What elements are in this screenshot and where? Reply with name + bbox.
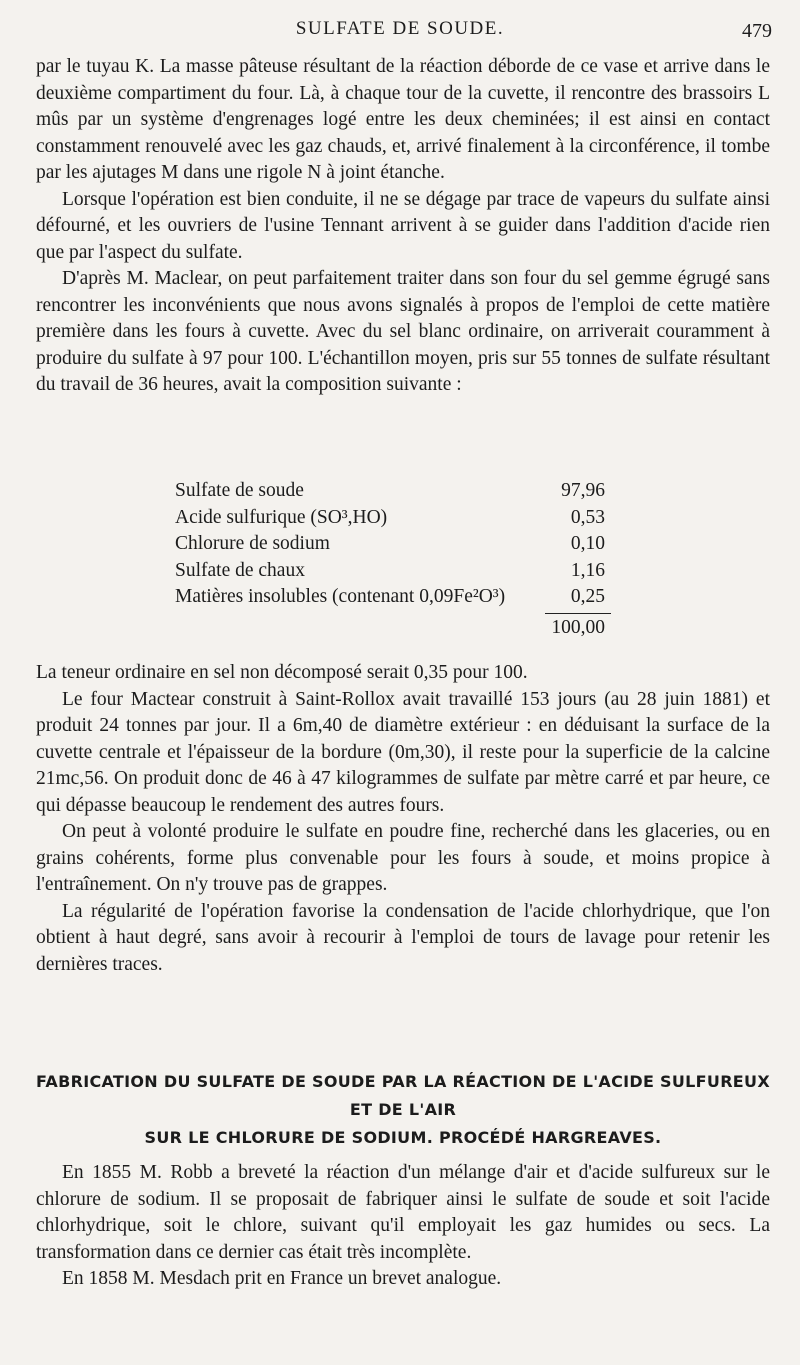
composition-label: Sulfate de chaux [175, 559, 305, 581]
section-heading-line: SUR LE CHLORURE DE SODIUM. PROCÉDÉ HARGREAVES. [144, 1128, 662, 1147]
composition-row [175, 558, 615, 585]
composition-label: Matières insolubles (contenant 0,09Fe²O³) [175, 586, 506, 607]
composition-row [175, 505, 615, 532]
composition-value: 1,16 [570, 559, 605, 581]
text-block-middle [36, 660, 770, 978]
running-head [0, 16, 800, 44]
section-heading-line: FABRICATION DU SULFATE DE SOUDE PAR LA RÉACTION DE L'ACIDE SULFUREUX ET DE L'AIR [36, 1072, 770, 1119]
text-block-top [36, 54, 770, 399]
composition-label: Acide sulfurique (SO³,HO) [175, 506, 388, 528]
paragraph: En 1858 M. Mesdach prit en France un brevet analogue. [62, 1268, 502, 1289]
section-heading [36, 1068, 770, 1152]
composition-label: Sulfate de soude [175, 480, 304, 501]
composition-row [175, 478, 615, 505]
composition-value: 0,53 [570, 506, 605, 528]
composition-row [175, 584, 615, 611]
paragraph: On peut à volonté produire le sulfate en poudre fine, recherché dans les glaceries, ou en grains cohérents, forme plus convenable pour les fours à soude, et moins propice à l'entraînement. On n'y trouve pas de grappes. [36, 821, 770, 895]
text-block-bottom [36, 1160, 770, 1293]
composition-table [175, 478, 615, 642]
paragraph: par le tuyau K. La masse pâteuse résultant de la réaction déborde de ce vase et arrive dans le deuxième compartiment du four. Là, à chaque tour de la cuvette, il rencontre des brassoirs L mûs par un système d'engrenages logé entre les deux cheminées; il est ainsi en contact constamment renouvelé avec les gaz chauds, et, arrivé finalement à la circonférence, il tombe par les ajutages M dans une rigole N à joint étanche. [36, 56, 770, 183]
composition-label: Chlorure de sodium [175, 533, 330, 554]
composition-total: 100,00 [551, 616, 605, 638]
paragraph: D'après M. Maclear, on peut parfaitement traiter dans son four du sel gemme égrugé sans rencontrer les inconvénients que nous avons signalés à propos de l'emploi de cette matière première dans les fours à cuvette. Avec du sel blanc ordinaire, on arriverait couramment à produire du sulfate à 97 pour 100. L'échantillon moyen, pris sur 55 tonnes de sulfate résultant du travail de 36 heures, avait la composition suivante : [36, 268, 770, 395]
running-title: SULFATE DE SOUDE. [295, 18, 505, 39]
composition-row [175, 531, 615, 558]
paragraph: La teneur ordinaire en sel non décomposé serait 0,35 pour 100. [36, 662, 528, 683]
composition-value: 97,96 [561, 480, 605, 501]
paragraph: En 1855 M. Robb a breveté la réaction d'un mélange d'air et d'acide sulfureux sur le chlorure de sodium. Il se proposait de fabriquer ainsi le sulfate de soude et soit l'acide chlorhydrique, soit le chlore, suivant qu'il employait les gaz humides ou secs. La transformation dans ce dernier cas était très incomplète. [36, 1162, 770, 1263]
composition-value: 0,25 [570, 586, 605, 607]
paragraph: La régularité de l'opération favorise la condensation de l'acide chlorhydrique, que l'on obtient à haut degré, sans avoir à recourir à l'emploi de tours de lavage pour retenir les dernières traces. [36, 900, 770, 975]
composition-value: 0,10 [570, 533, 605, 554]
paragraph: Le four Mactear construit à Saint-Rollox avait travaillé 153 jours (au 28 juin 1881) et produit 24 tonnes par jour. Il a 6m,40 de diamètre extérieur : en déduisant la surface de la cuvette centrale et l'épaisseur de la bordure (0m,30), il reste pour la superficie de la calcine 21mc,56. On produit donc de 46 à 47 kilogrammes de sulfate par mètre carré et par heure, ce qui dépasse beaucoup le rendement des autres fours. [36, 688, 770, 816]
page-number: 479 [742, 20, 772, 42]
paragraph: Lorsque l'opération est bien conduite, il ne se dégage par trace de vapeurs du sulfate ainsi défourné, et les ouvriers de l'usine Tennant arrivent à se guider dans l'addition d'acide rien que par l'aspect du sulfate. [36, 188, 770, 263]
